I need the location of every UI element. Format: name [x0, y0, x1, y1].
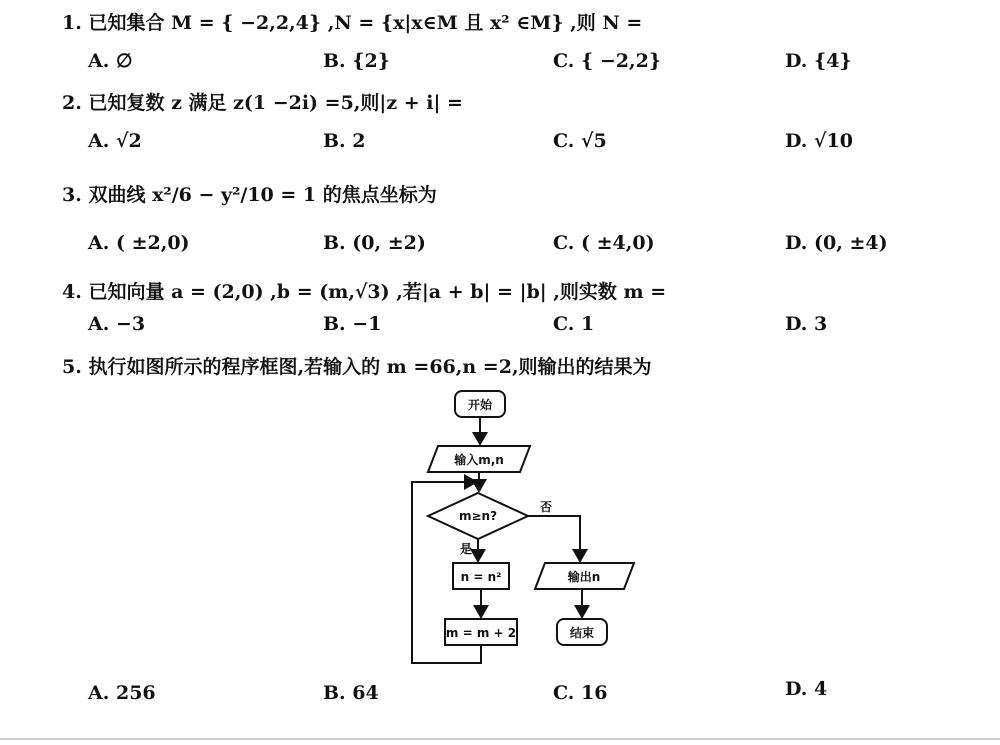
- flow-yes-label: 是: [459, 542, 473, 556]
- flow-step2-label: m = m + 2: [445, 626, 517, 640]
- flow-end-label: 结束: [569, 626, 595, 640]
- question-1-option-b: B. {2}: [323, 50, 390, 72]
- flow-input-label: 输入m,n: [454, 453, 504, 467]
- question-4-stem: 4. 已知向量 a = (2,0) ,b = (m,√3) ,若|a + b| = |b| ,则实数 m =: [62, 281, 667, 303]
- flow-output-label: 输出n: [567, 570, 601, 584]
- question-2-option-d: D. √10: [785, 130, 853, 152]
- question-4-option-a: A. −3: [88, 313, 146, 335]
- question-4-option-d: D. 3: [785, 313, 828, 335]
- question-3-stem: 3. 双曲线 x²/6 − y²/10 = 1 的焦点坐标为: [62, 184, 437, 206]
- question-3-option-b: B. (0, ±2): [323, 232, 426, 254]
- question-1-stem: 1. 已知集合 M = { −2,2,4} ,N = {x|x∈M 且 x² ∈M} ,则 N =: [62, 12, 643, 34]
- page-bottom-rule: [0, 738, 1000, 740]
- flow-start-label: 开始: [467, 398, 493, 412]
- question-3-option-a: A. ( ±2,0): [88, 232, 190, 254]
- flow-no-label: 否: [539, 500, 553, 514]
- question-2-stem: 2. 已知复数 z 满足 z(1 −2i) =5,则|z + i| =: [62, 92, 463, 114]
- flow-condition-label: m≥n?: [458, 509, 498, 523]
- question-1-option-d: D. {4}: [785, 50, 852, 72]
- question-2-option-a: A. √2: [88, 130, 142, 152]
- question-2-option-c: C. √5: [553, 130, 607, 152]
- question-1-option-a: A. ∅: [88, 50, 133, 72]
- question-2-option-b: B. 2: [323, 130, 366, 152]
- question-3-option-c: C. ( ±4,0): [553, 232, 655, 254]
- question-1-option-c: C. { −2,2}: [553, 50, 662, 72]
- question-5-option-d: D. 4: [785, 678, 828, 700]
- question-3-option-d: D. (0, ±4): [785, 232, 888, 254]
- flow-step1-label: n = n²: [460, 570, 502, 584]
- question-5-option-b: B. 64: [323, 682, 379, 704]
- question-4-option-b: B. −1: [323, 313, 382, 335]
- question-5-stem: 5. 执行如图所示的程序框图,若输入的 m =66,n =2,则输出的结果为: [62, 356, 652, 378]
- question-5-option-c: C. 16: [553, 682, 608, 704]
- question-5-option-a: A. 256: [88, 682, 156, 704]
- question-4-option-c: C. 1: [553, 313, 595, 335]
